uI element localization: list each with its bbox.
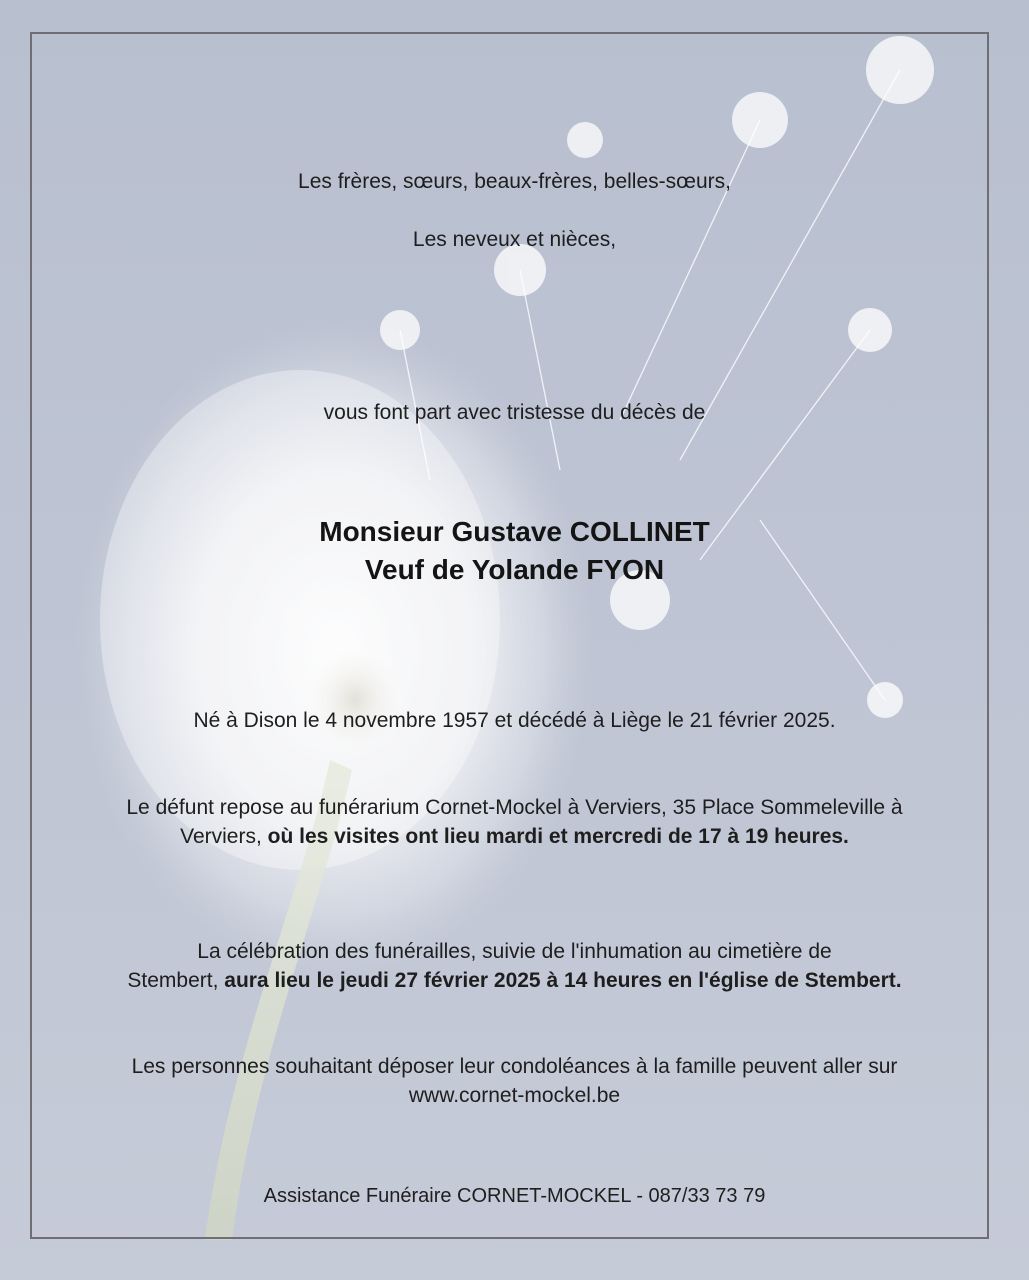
deceased-name: Monsieur Gustave COLLINET xyxy=(319,516,710,547)
birth-death-text: Né à Dison le 4 novembre 1957 et décédé à Liège le 21 février 2025. xyxy=(193,709,836,732)
rest-line-2 xyxy=(30,822,999,851)
ceremony-line-1: La célébration des funérailles, suivie de l'inhumation au cimetière de xyxy=(197,940,832,963)
family-line-1: Les frères, sœurs, beaux-frères, belles-sœurs, xyxy=(298,170,731,193)
rest-line-1: Le défunt repose au funérarium Cornet-Mockel à Verviers, 35 Place Sommeleville à xyxy=(126,796,903,819)
ceremony-line-2-prefix: Stembert, xyxy=(127,969,225,992)
website-link[interactable]: www.cornet-mockel.be xyxy=(408,1084,621,1107)
condolences-line-1: Les personnes souhaitant déposer leur condoléances à la famille peuvent aller sur xyxy=(131,1055,898,1078)
funeral-home-footer: Assistance Funéraire CORNET-MOCKEL - 087/33 73 79 xyxy=(263,1185,766,1207)
rest-line-2-prefix: Verviers, xyxy=(180,825,268,848)
widower-line: Veuf de Yolande FYON xyxy=(364,554,665,585)
visiting-hours: où les visites ont lieu mardi et mercredi de 17 à 19 heures. xyxy=(267,825,849,848)
announcement-text: vous font part avec tristesse du décès de xyxy=(323,401,706,424)
family-line-2: Les neveux et nièces, xyxy=(412,228,617,251)
ceremony-line-2 xyxy=(30,966,999,995)
ceremony-details: aura lieu le jeudi 27 février 2025 à 14 heures en l'église de Stembert. xyxy=(224,969,902,992)
